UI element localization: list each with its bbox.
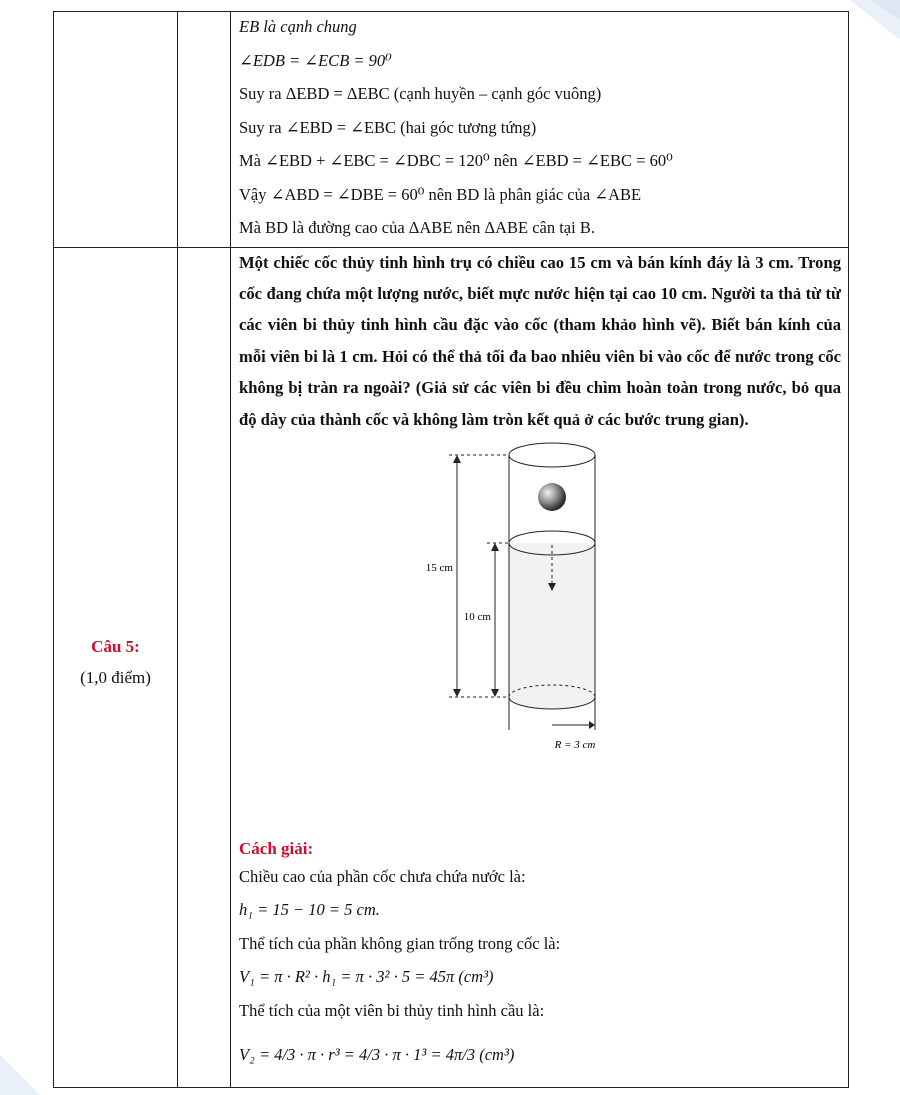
question-score: (1,0 điểm) xyxy=(80,667,151,687)
question-label-cell xyxy=(54,247,178,1087)
water-height-label: 10 cm xyxy=(463,610,491,623)
solution-equation-v1: V₁ = π · R² · h₁ = π · 3² · 5 = 45π (cm³) xyxy=(239,967,494,987)
proof-line: ∠EDB = ∠ECB = 90⁰ xyxy=(239,50,392,70)
question-row xyxy=(54,247,849,1087)
cylinder-diagram xyxy=(239,435,839,835)
solution-line: Chiều cao của phần cốc chưa chứa nước là: xyxy=(239,866,526,886)
solution-equation-h1: h₁ = 15 − 10 = 5 cm. xyxy=(239,900,380,920)
proof-line: Suy ra ∠EBD = ∠EBC (hai góc tương tứng) xyxy=(239,117,537,137)
answer-table xyxy=(53,11,849,1088)
proof-line: Vậy ∠ABD = ∠DBE = 60⁰ nên BD là phân giác của ∠ABE xyxy=(239,184,642,204)
proof-row xyxy=(54,12,849,248)
solution-line: Thể tích của một viên bi thủy tinh hình cầu là: xyxy=(239,1000,545,1020)
cylinder-figure xyxy=(239,435,841,835)
proof-line: Mà ∠EBD + ∠EBC = ∠DBC = 120⁰ nên ∠EBD = ∠EBC = 60⁰ xyxy=(239,151,673,170)
proof-line: EB là cạnh chung xyxy=(239,17,357,36)
cup-top-rim xyxy=(509,443,595,467)
problem-statement: Một chiếc cốc thủy tinh hình trụ có chiều cao 15 cm và bán kính đáy là 3 cm. Trong cốc đang chứa một lượng nước, biết mực nước hiện tại cao 10 cm. Người ta thả từ từ các viên bi thủy tinh hình cầu đặc vào cốc (tham khảo hình vẽ). Biết bán kính của mỗi viên bi là 1 cm. Hỏi có thể thả tối đa bao nhiêu viên bi vào cốc để nước trong cốc không bị tràn ra ngoài? (Giả sử các viên bi đều chìm hoàn toàn trong nước, bỏ qua độ dày của thành cốc và không làm tròn kết quả ở các bước trung gian). xyxy=(239,252,841,429)
height-label: 15 cm xyxy=(425,561,453,574)
proof-line: Suy ra ΔEBD = ΔEBC (cạnh huyền – cạnh góc vuông) xyxy=(239,84,602,103)
proof-block xyxy=(231,12,848,247)
solution-line: Thể tích của phần không gian trống trong cốc là: xyxy=(239,933,561,953)
question-title: Câu 5: xyxy=(91,636,140,656)
solution-title: Cách giải: xyxy=(239,838,314,858)
water-fill xyxy=(509,543,595,709)
solution-equation-v2: V₂ = 4/3 · π · r³ = 4/3 · π · 1³ = 4π/3 (cm³) xyxy=(239,1045,515,1065)
glass-ball xyxy=(538,483,566,511)
proof-line: Mà BD là đường cao của ΔABE nên ΔABE cân tại B. xyxy=(239,218,595,237)
radius-label: R = 3 cm xyxy=(554,738,596,751)
